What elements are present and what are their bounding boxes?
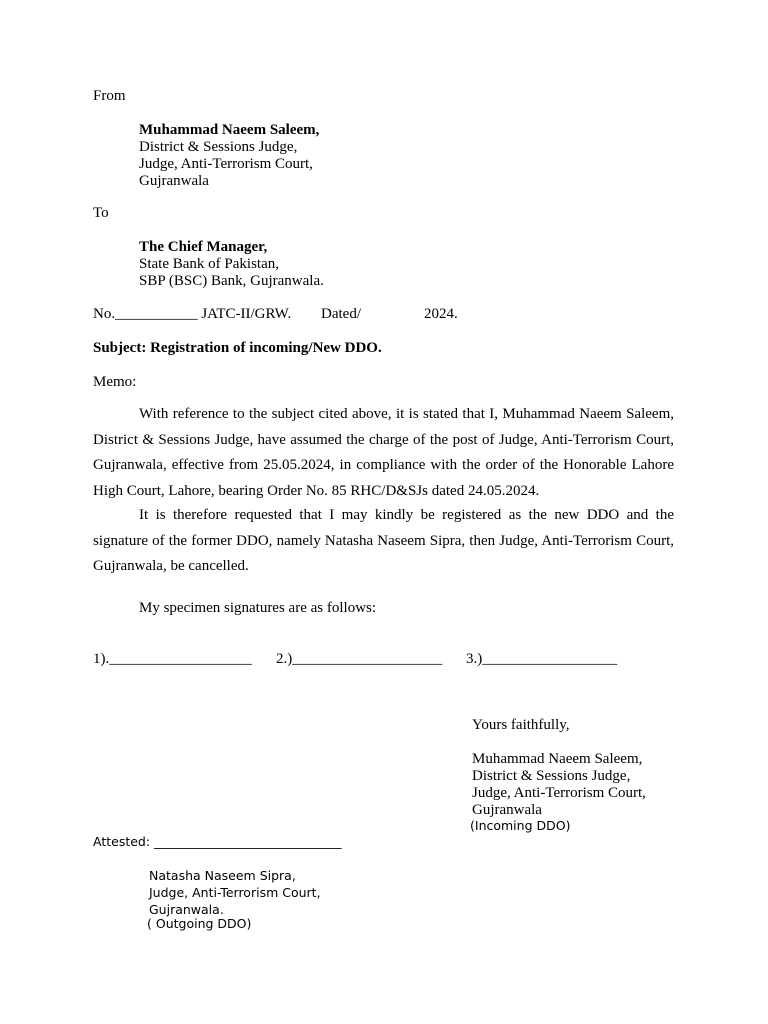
closing-designation: District & Sessions Judge,	[472, 768, 631, 784]
reference-dated: Dated/	[321, 306, 361, 322]
attested-court: Judge, Anti-Terrorism Court,	[149, 885, 321, 900]
reference-number: No.___________ JATC-II/GRW.	[93, 306, 292, 322]
closing-name: Muhammad Naeem Saleem,	[472, 751, 643, 767]
recipient-block	[139, 239, 324, 290]
recipient-branch: SBP (BSC) Bank, Gujranwala.	[139, 273, 324, 289]
signature-slot-2: 2.)____________________	[276, 651, 443, 667]
memo-label: Memo:	[93, 374, 137, 390]
signature-slot-1: 1).___________________	[93, 651, 252, 667]
sender-court: Judge, Anti-Terrorism Court,	[139, 156, 313, 172]
subject-line: Subject: Registration of incoming/New DDO.	[93, 340, 382, 356]
recipient-name: The Chief Manager,	[139, 239, 268, 255]
closing-salutation: Yours faithfully,	[472, 717, 570, 733]
signature-slot-3: 3.)__________________	[466, 651, 618, 667]
attested-name: Natasha Naseem Sipra,	[149, 868, 296, 883]
sender-city: Gujranwala	[139, 173, 209, 189]
attested-line: Attested: ______________________________	[93, 834, 342, 849]
incoming-ddo-label: (Incoming DDO)	[470, 818, 571, 833]
sender-name: Muhammad Naeem Saleem,	[139, 122, 320, 138]
outgoing-ddo-label: ( Outgoing DDO)	[147, 916, 252, 931]
specimen-intro: My specimen signatures are as follows:	[139, 600, 377, 616]
closing-court: Judge, Anti-Terrorism Court,	[472, 785, 646, 801]
reference-year: 2024.	[424, 306, 458, 322]
closing-signature-block	[472, 751, 646, 819]
closing-city: Gujranwala	[472, 802, 542, 818]
from-label: From	[93, 88, 126, 104]
attested-block	[149, 867, 321, 918]
recipient-bank: State Bank of Pakistan,	[139, 256, 279, 272]
sender-block	[139, 122, 319, 190]
to-label: To	[93, 205, 109, 221]
sender-designation: District & Sessions Judge,	[139, 139, 298, 155]
body-paragraph-2: It is therefore requested that I may kindly be registered as the new DDO and the signature of the former DDO, namely Natasha Naseem Sipra, then Judge, Anti-Terrorism Court, Gujranwala, be cancelled.	[93, 507, 674, 574]
body-paragraph-1: With reference to the subject cited above, it is stated that I, Muhammad Naeem Saleem, District & Sessions Judge, have assumed the charge of the post of Judge, Anti-Terrorism Court, Gujranwala, effective from 25.05.2024, in compliance with the order of the Honorable Lahore High Court, Lahore, bearing Order No. 85 RHC/D&SJs dated 24.05.2024.	[93, 406, 674, 499]
attested-city: Gujranwala.	[149, 902, 224, 917]
